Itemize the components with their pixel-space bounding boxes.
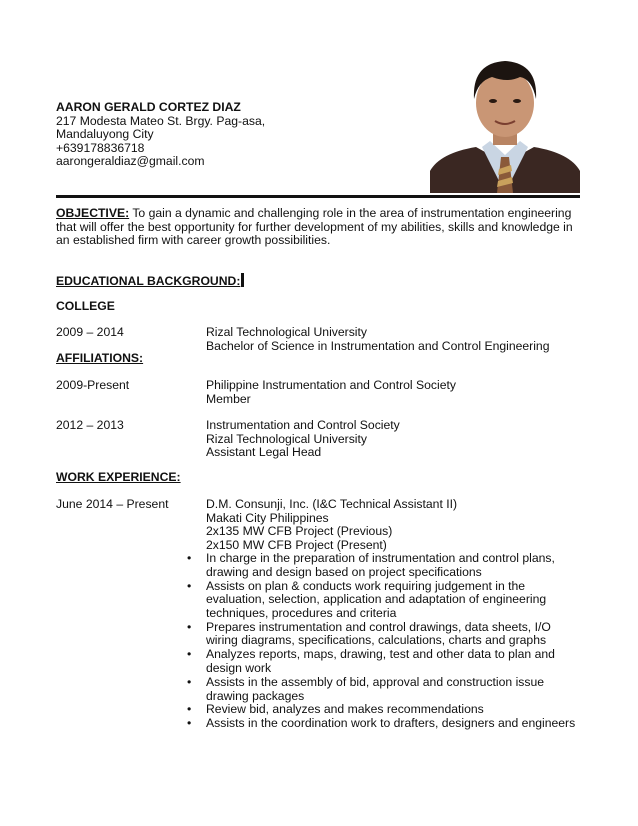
company-location: Makati City Philippines xyxy=(206,510,329,525)
affiliation-line: Instrumentation and Control Society xyxy=(206,418,400,432)
affiliation-date: 2009-Present xyxy=(56,378,130,392)
education-heading-text: EDUCATIONAL BACKGROUND: xyxy=(56,274,241,288)
email-address: aarongeraldiaz@gmail.com xyxy=(56,154,205,169)
affiliation-date: 2012 – 2013 xyxy=(56,418,124,432)
work-experience-heading: WORK EXPERIENCE: xyxy=(56,470,181,484)
work-date: June 2014 – Present xyxy=(56,497,169,511)
affiliation-line: Assistant Legal Head xyxy=(206,445,322,460)
college-subheading: COLLEGE xyxy=(56,299,115,313)
duties-list xyxy=(206,552,586,731)
duty-item: • Prepares instrumentation and control drawings, data sheets, I/O wiring diagrams, specifications, calculations, charts and graphs xyxy=(206,621,586,648)
work-detail xyxy=(206,498,586,552)
profile-photo-illustration xyxy=(430,51,580,193)
profile-photo xyxy=(430,51,580,193)
objective-section xyxy=(56,207,580,248)
company-name: D.M. Consunji, Inc. (I&C Technical Assistant II) xyxy=(206,497,458,511)
duty-item: • Analyzes reports, maps, drawing, test and other data to plan and design work xyxy=(206,648,586,675)
duty-item: • Assists in the coordination work to drafters, designers and engineers xyxy=(206,717,586,731)
duty-item: • Review bid, analyzes and makes recommendations xyxy=(206,703,586,717)
affiliation-line: Rizal Technological University xyxy=(206,431,367,446)
text-cursor xyxy=(241,273,244,287)
header-divider xyxy=(56,195,580,198)
affiliations-heading: AFFILIATIONS: xyxy=(56,351,144,365)
duty-item: • Assists in the assembly of bid, approval and construction issue drawing packages xyxy=(206,676,586,703)
contact-block xyxy=(56,101,416,169)
education-heading xyxy=(56,273,244,289)
school-name: Rizal Technological University xyxy=(206,325,367,339)
project-line: 2x135 MW CFB Project (Previous) xyxy=(206,524,393,539)
address-line-1: 217 Modesta Mateo St. Brgy. Pag-asa, xyxy=(56,113,266,128)
degree-name: Bachelor of Science in Instrumentation and Control Engineering xyxy=(206,338,550,353)
education-detail xyxy=(206,326,586,353)
objective-label: OBJECTIVE: xyxy=(56,206,130,220)
affiliation-detail xyxy=(206,379,586,406)
affiliation-detail xyxy=(206,419,586,460)
applicant-name: AARON GERALD CORTEZ DIAZ xyxy=(56,100,241,114)
project-line: 2x150 MW CFB Project (Present) xyxy=(206,537,387,552)
duty-item: • In charge in the preparation of instrumentation and control plans, drawing and design based on project specifications xyxy=(206,552,586,579)
affiliation-line: Philippine Instrumentation and Control Society xyxy=(206,378,456,392)
education-date: 2009 – 2014 xyxy=(56,325,124,339)
objective-text: To gain a dynamic and challenging role in the area of instrumentation engineering that will offer the best opportunity for further development of my abilities, skills and knowledge in an established firm with career growth possibilities. xyxy=(56,206,573,248)
address-line-2: Mandaluyong City xyxy=(56,127,154,142)
affiliation-line: Member xyxy=(206,391,251,406)
duty-item: • Assists on plan & conducts work requiring judgement in the evaluation, selection, application and adaptation of engineering techniques, procedures and criteria xyxy=(206,580,586,621)
phone-number: +639178836718 xyxy=(56,140,145,155)
